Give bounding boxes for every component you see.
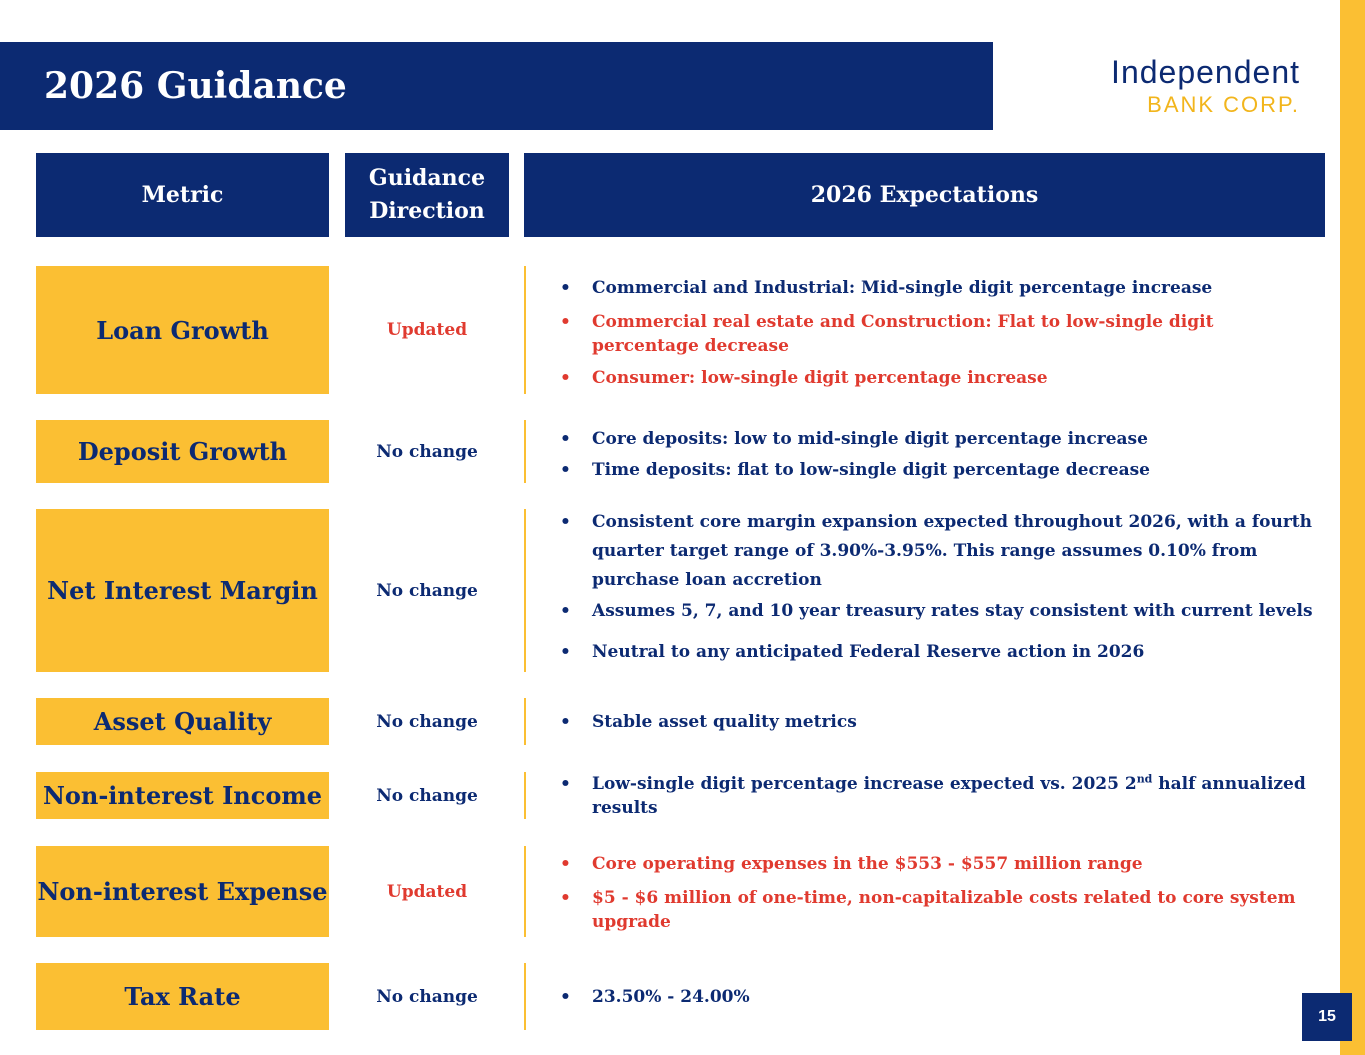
metric-loan-growth: Loan Growth <box>36 266 329 394</box>
row-divider <box>524 509 526 672</box>
page-number: 15 <box>1302 993 1352 1041</box>
bullet: • Core operating expenses in the $553 - $557 million range <box>560 852 1320 876</box>
bullet: • Consumer: low-single digit percentage increase <box>560 366 1320 390</box>
bullet-text: half annualized results <box>592 774 1306 818</box>
bullet: • Neutral to any anticipated Federal Reserve action in 2026 <box>560 640 1320 664</box>
bullet <box>560 772 1320 820</box>
row-divider <box>524 266 526 394</box>
bullet: • Time deposits: flat to low-single digit percentage decrease <box>560 458 1320 482</box>
metric-asset-quality: Asset Quality <box>36 698 329 745</box>
direction-net-interest-margin: No change <box>376 580 478 601</box>
bullet: • Core deposits: low to mid-single digit percentage increase <box>560 427 1320 451</box>
row-divider <box>524 698 526 745</box>
bullet: • Commercial and Industrial: Mid-single digit percentage increase <box>560 276 1320 300</box>
header-guidance-direction: Guidance Direction <box>345 153 509 237</box>
header-expectations: 2026 Expectations <box>524 153 1325 237</box>
direction-non-interest-income: No change <box>376 785 478 806</box>
expectations-tax-rate <box>560 985 1320 1009</box>
direction-tax-rate: No change <box>376 986 478 1007</box>
metric-net-interest-margin: Net Interest Margin <box>36 509 329 672</box>
bullet: • Commercial real estate and Construction: Flat to low-single digit percentage decrease <box>560 310 1320 358</box>
expectations-net-interest-margin <box>560 508 1320 664</box>
expectations-deposit-growth <box>560 427 1320 482</box>
direction-asset-quality: No change <box>376 711 478 732</box>
row-divider <box>524 420 526 483</box>
metric-non-interest-income: Non-interest Income <box>36 772 329 819</box>
company-logo <box>1010 52 1300 122</box>
bullet: • Stable asset quality metrics <box>560 710 1320 734</box>
row-divider <box>524 963 526 1030</box>
metric-non-interest-expense: Non-interest Expense <box>36 846 329 937</box>
header-metric: Metric <box>36 153 329 237</box>
direction-non-interest-expense: Updated <box>386 881 468 902</box>
bullet: • $5 - $6 million of one-time, non-capitalizable costs related to core system upgrade <box>560 886 1320 934</box>
title-band <box>0 42 993 130</box>
gold-side-stripe <box>1340 0 1365 1055</box>
logo-wordmark: Independent <box>1111 54 1300 90</box>
expectations-non-interest-expense <box>560 852 1320 934</box>
direction-deposit-growth: No change <box>376 441 478 462</box>
row-divider <box>524 772 526 819</box>
bullet: • Consistent core margin expansion expected throughout 2026, with a fourth quarter target range of 3.90%-3.95%. This range assumes 0.10% from purchase loan accretion <box>560 508 1320 595</box>
expectations-asset-quality <box>560 710 1320 734</box>
slide-title: 2026 Guidance <box>44 65 347 107</box>
ordinal-suffix: nd <box>1136 772 1153 786</box>
metric-tax-rate: Tax Rate <box>36 963 329 1030</box>
expectations-loan-growth <box>560 276 1320 390</box>
row-divider <box>524 846 526 937</box>
direction-loan-growth: Updated <box>386 320 468 340</box>
bullet: • Assumes 5, 7, and 10 year treasury rates stay consistent with current levels <box>560 599 1320 623</box>
metric-deposit-growth: Deposit Growth <box>36 420 329 483</box>
logo-subtitle: BANK CORP. <box>1147 92 1300 117</box>
expectations-non-interest-income <box>560 772 1320 820</box>
bullet: • 23.50% - 24.00% <box>560 985 1320 1009</box>
bullet-text: Low-single digit percentage increase expected vs. 2025 2 <box>592 774 1137 794</box>
